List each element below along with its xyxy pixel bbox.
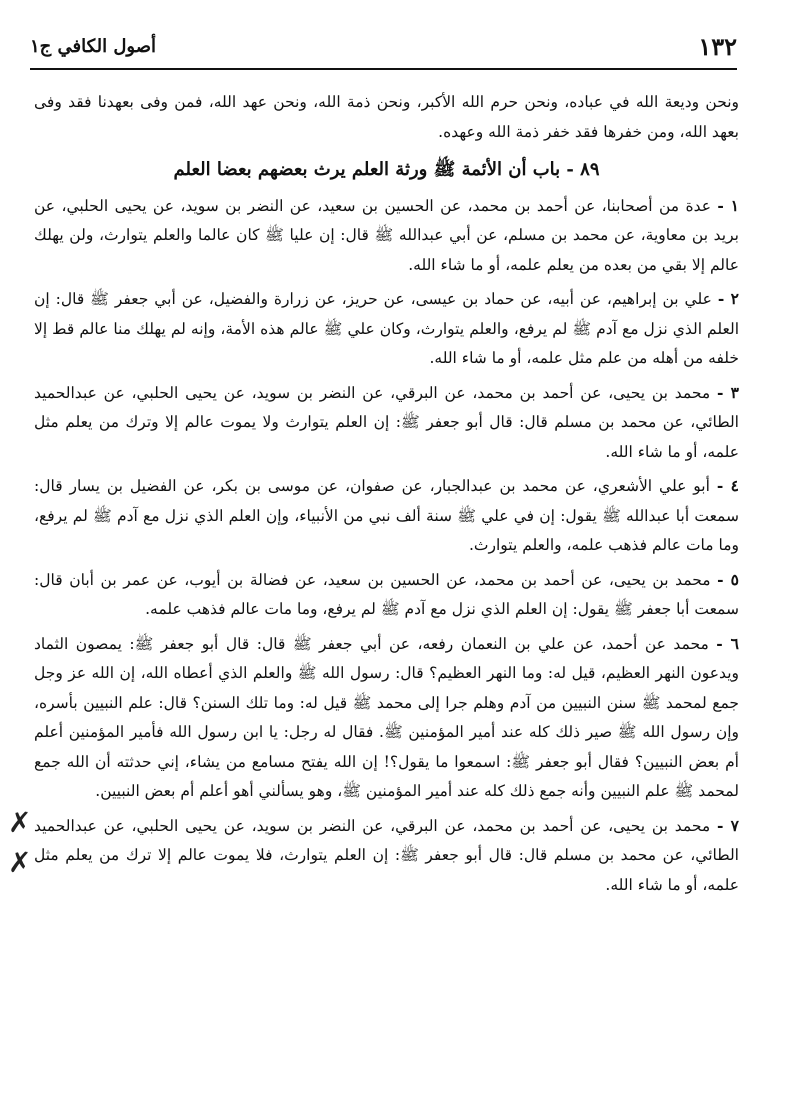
hadith-paragraph (34, 565, 739, 625)
running-title: أصول الكافي ج١ (30, 36, 157, 57)
hadith-paragraph (34, 471, 739, 561)
hadith-text: أبو علي الأشعري، عن محمد بن عبدالجبار، عن صفوان، عن موسى بن بكر، عن الفضيل بن يسار قال: سمعت أبا عبدالله ﷺ يقول: إن في علي ﷺ سنة ألف نبي من الأنبياء، وإن العلم الذي نزل مع آدم ﷺ لم يرفع، وما مات عالم فذهب علمه، والعلم يتوارث. (34, 477, 739, 554)
margin-mark-icon: ✗ (8, 846, 32, 879)
hadith-paragraph (34, 629, 739, 807)
hadith-text: علي بن إبراهيم، عن أبيه، عن حماد بن عيسى، عن حريز، عن زرارة والفضيل، عن أبي جعفر ﷺ قال: إن العلم الذي نزل مع آدم ﷺ لم يرفع، والعلم يتوارث، وكان علي ﷺ عالم هذه الأمة، وإنه لم يهلك منا عالم قط إلا خلفه من أهله من علم مثل علمه، أو ما شاء الله. (34, 290, 739, 367)
hadith-text: محمد عن أحمد، عن علي بن النعمان رفعه، عن أبي جعفر ﷺ قال: قال أبو جعفر ﷺ: يمصون الثماد ويدعون النهر العظيم، قيل له: وما النهر العظيم؟ قال: رسول الله ﷺ والعلم الذي أعطاه الله، إن الله عز وجل جمع لمحمد ﷺ سنن النبيين من آدم وهلم جرا إلى محمد ﷺ قيل له: وما تلك السنن؟ قال: علم النبيين بأسره، وإن رسول الله ﷺ صير ذلك كله عند أمير المؤمنين ﷺ. فقال له رجل: يا ابن رسول الله فأمير المؤمنين أعلم أم بعض النبيين؟ فقال أبو جعفر ﷺ: اسمعوا ما يقول؟! إن الله يفتح مسامع من يشاء، إني حدثته أن الله جمع لمحمد ﷺ علم النبيين وأنه جمع ذلك كله عند أمير المؤمنين ﷺ، وهو يسألني أهو أعلم أم بعض النبيين. (34, 634, 739, 800)
hadith-number: ٤ - (716, 476, 739, 495)
hadith-number: ١ - (717, 195, 739, 215)
hadith-paragraph (34, 378, 739, 468)
margin-mark-icon: ✗ (8, 806, 32, 839)
hadith-number: ٢ - (717, 289, 739, 308)
page-header (30, 30, 737, 66)
hadith-number: ٥ - (717, 569, 739, 589)
hadith-paragraph (34, 191, 739, 281)
hadith-paragraph (34, 284, 739, 374)
hadith-text: محمد بن يحيى، عن أحمد بن محمد، عن الحسين بن سعيد، عن فضالة بن أيوب، عن عمر بن أبان قال: سمعت أبا جعفر ﷺ يقول: إن العلم الذي نزل مع آدم ﷺ لم يرفع، وما مات عالم فذهب علمه. (34, 570, 739, 618)
hadith-number: ٧ - (716, 815, 739, 835)
hadith-paragraph (34, 811, 739, 901)
header-divider (30, 68, 737, 70)
page-number: ١٣٢ (698, 32, 737, 61)
continuation-paragraph: ونحن وديعة الله في عباده، ونحن حرم الله الأكبر، ونحن ذمة الله، ونحن عهد الله، فمن وفى بعهدنا فقد وفى بعهد الله، ومن خفرها فقد خفر ذمة الله وعهده. (34, 93, 739, 141)
hadith-text: محمد بن يحيى، عن أحمد بن محمد، عن البرقي، عن النضر بن سويد، عن يحيى الحلبي، عن عبدالحميد الطائي، عن محمد بن مسلم قال: قال أبو جعفر ﷺ: إن العلم يتوارث، فلا يموت عالم إلا ترك من يعلم مثل علمه، أو ما شاء الله. (34, 816, 739, 894)
chapter-heading: ٨٩ - باب أن الأئمة ﷺ ورثة العلم يرث بعضهم بعضا العلم (173, 159, 600, 180)
hadith-text: عدة من أصحابنا، عن أحمد بن محمد، عن الحسين بن سعيد، عن النضر بن سويد، عن يحيى الحلبي، عن بريد بن معاوية، عن محمد بن مسلم، عن أبي عبدالله ﷺ قال: إن عليا ﷺ كان عالما والعلم يتوارث، ولن يهلك عالم إلا بقي من بعده من يعلم علمه، أو ما شاء الله. (34, 196, 739, 274)
body-text (34, 88, 739, 904)
hadith-number: ٦ - (716, 633, 739, 653)
hadith-text: محمد بن يحيى، عن أحمد بن محمد، عن البرقي، عن النضر بن سويد، عن يحيى الحلبي، عن عبدالحميد الطائي، عن محمد بن مسلم قال: قال أبو جعفر ﷺ: إن العلم يتوارث ولا يموت عالم إلا وترك من يعلم مثل علمه، أو ما شاء الله. (34, 383, 739, 461)
hadith-number: ٣ - (716, 382, 739, 402)
